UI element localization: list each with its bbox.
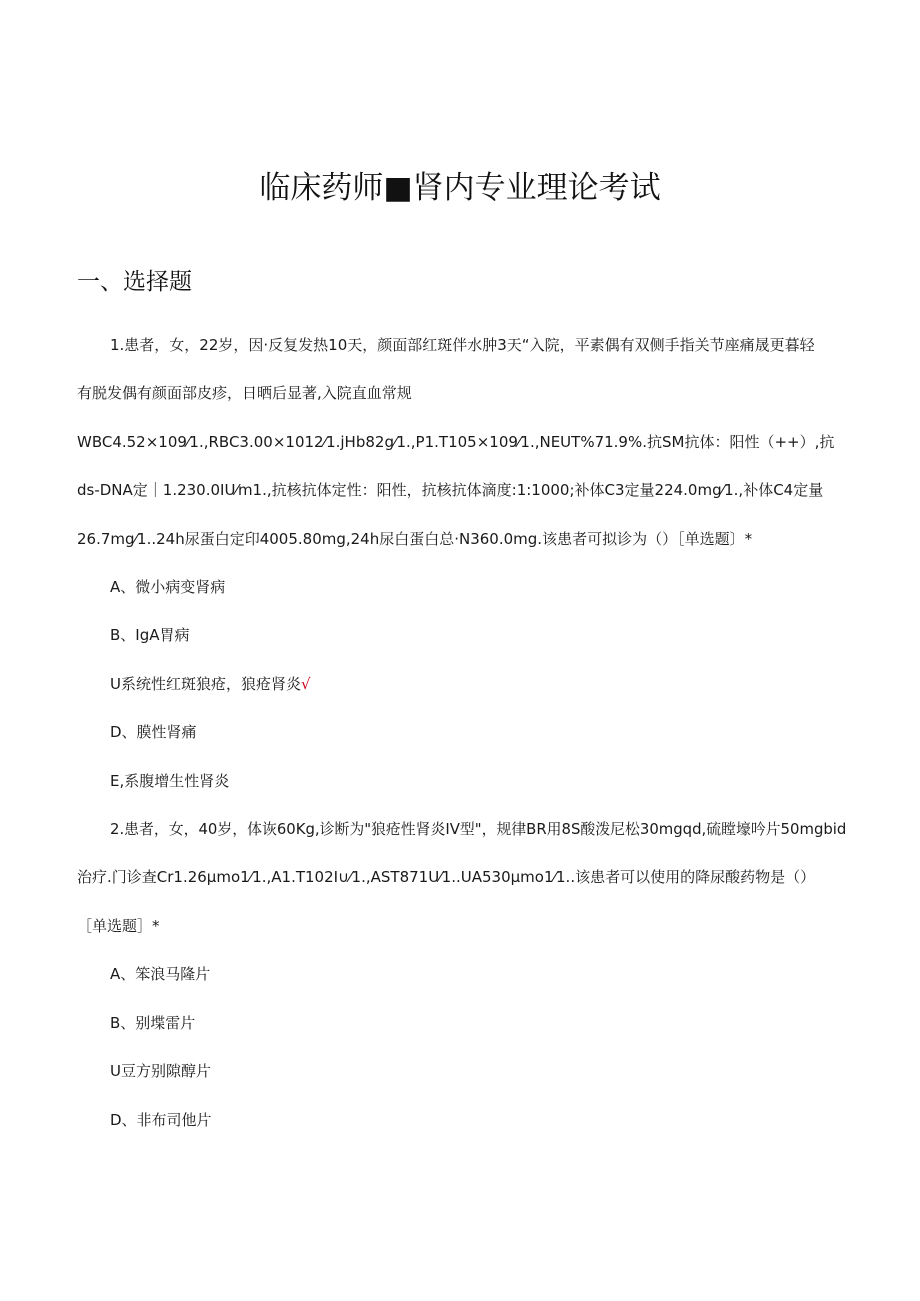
q1-stem-line-5: 26.7mg⁄1..24h尿蛋白定印4005.80mg,24h尿白蛋白总·N360.0mg.该患者可拟诊为（）［单选题〕* xyxy=(77,530,753,548)
q1-option-e[interactable]: E,系腹增生性肾炎 xyxy=(110,772,230,790)
q1-option-d[interactable]: D、膜性肾痛 xyxy=(110,723,197,741)
q2-option-b[interactable]: B、别堞雷片 xyxy=(110,1014,196,1032)
q1-stem-line-2: 有脱发偶有颜面部皮疹，日晒后显著,入院直血常规 xyxy=(77,384,412,402)
q2-stem-line-3: ［单选题］* xyxy=(77,917,160,935)
correct-check-icon: √ xyxy=(300,675,311,693)
page-title: 临床药师■肾内专业理论考试 xyxy=(259,170,661,206)
section-heading: 一、选择题 xyxy=(77,269,192,295)
q1-stem-line-1: 1.患者，女，22岁，因·反复发热10天，颜面部红斑伴水肿3天“入院，平素偶有双侧手指关节座痛晟更暮轻 xyxy=(110,336,815,354)
q2-option-d[interactable]: D、非布司他片 xyxy=(110,1111,212,1129)
q1-stem-line-4: ds-DNA定｜1.230.0IU⁄m1.,抗核抗体定性：阳性，抗核抗体滴度:1:1000;补体C3定量224.0mg⁄1.,补体C4定量 xyxy=(77,481,824,499)
q2-option-a[interactable]: A、笨浪马隆片 xyxy=(110,965,211,983)
q1-option-c-label: U系统性红斑狼疮，狼疮肾炎 xyxy=(110,675,301,693)
q2-option-c[interactable]: U豆方别隙醇片 xyxy=(110,1062,211,1080)
q2-stem-line-1: 2.患者，女，40岁，体诙60Kg,诊断为"狼疮性肾炎IV型"，规律BR用8S酸泼尼松30mgqd,硫瞠壕吟片50mgbid xyxy=(110,820,847,838)
q1-option-b[interactable]: B、IgA胃病 xyxy=(110,626,190,644)
q1-option-c[interactable] xyxy=(110,673,311,695)
q2-stem-line-2: 治疗.门诊查Cr1.26μmo1⁄1.,A1.T102I∪⁄1.,AST871U⁄1..UA530μmo1⁄1..该患者可以使用的降尿酸药物是（） xyxy=(77,868,816,886)
q1-option-a[interactable]: A、微小病变肾病 xyxy=(110,578,226,596)
q1-stem-line-3: WBC4.52×109⁄1.,RBC3.00×1012⁄1.jHb82g⁄1.,P1.T105×109⁄1.,NEUT%71.9%.抗SM抗体：阳性（++）,抗 xyxy=(77,433,835,451)
